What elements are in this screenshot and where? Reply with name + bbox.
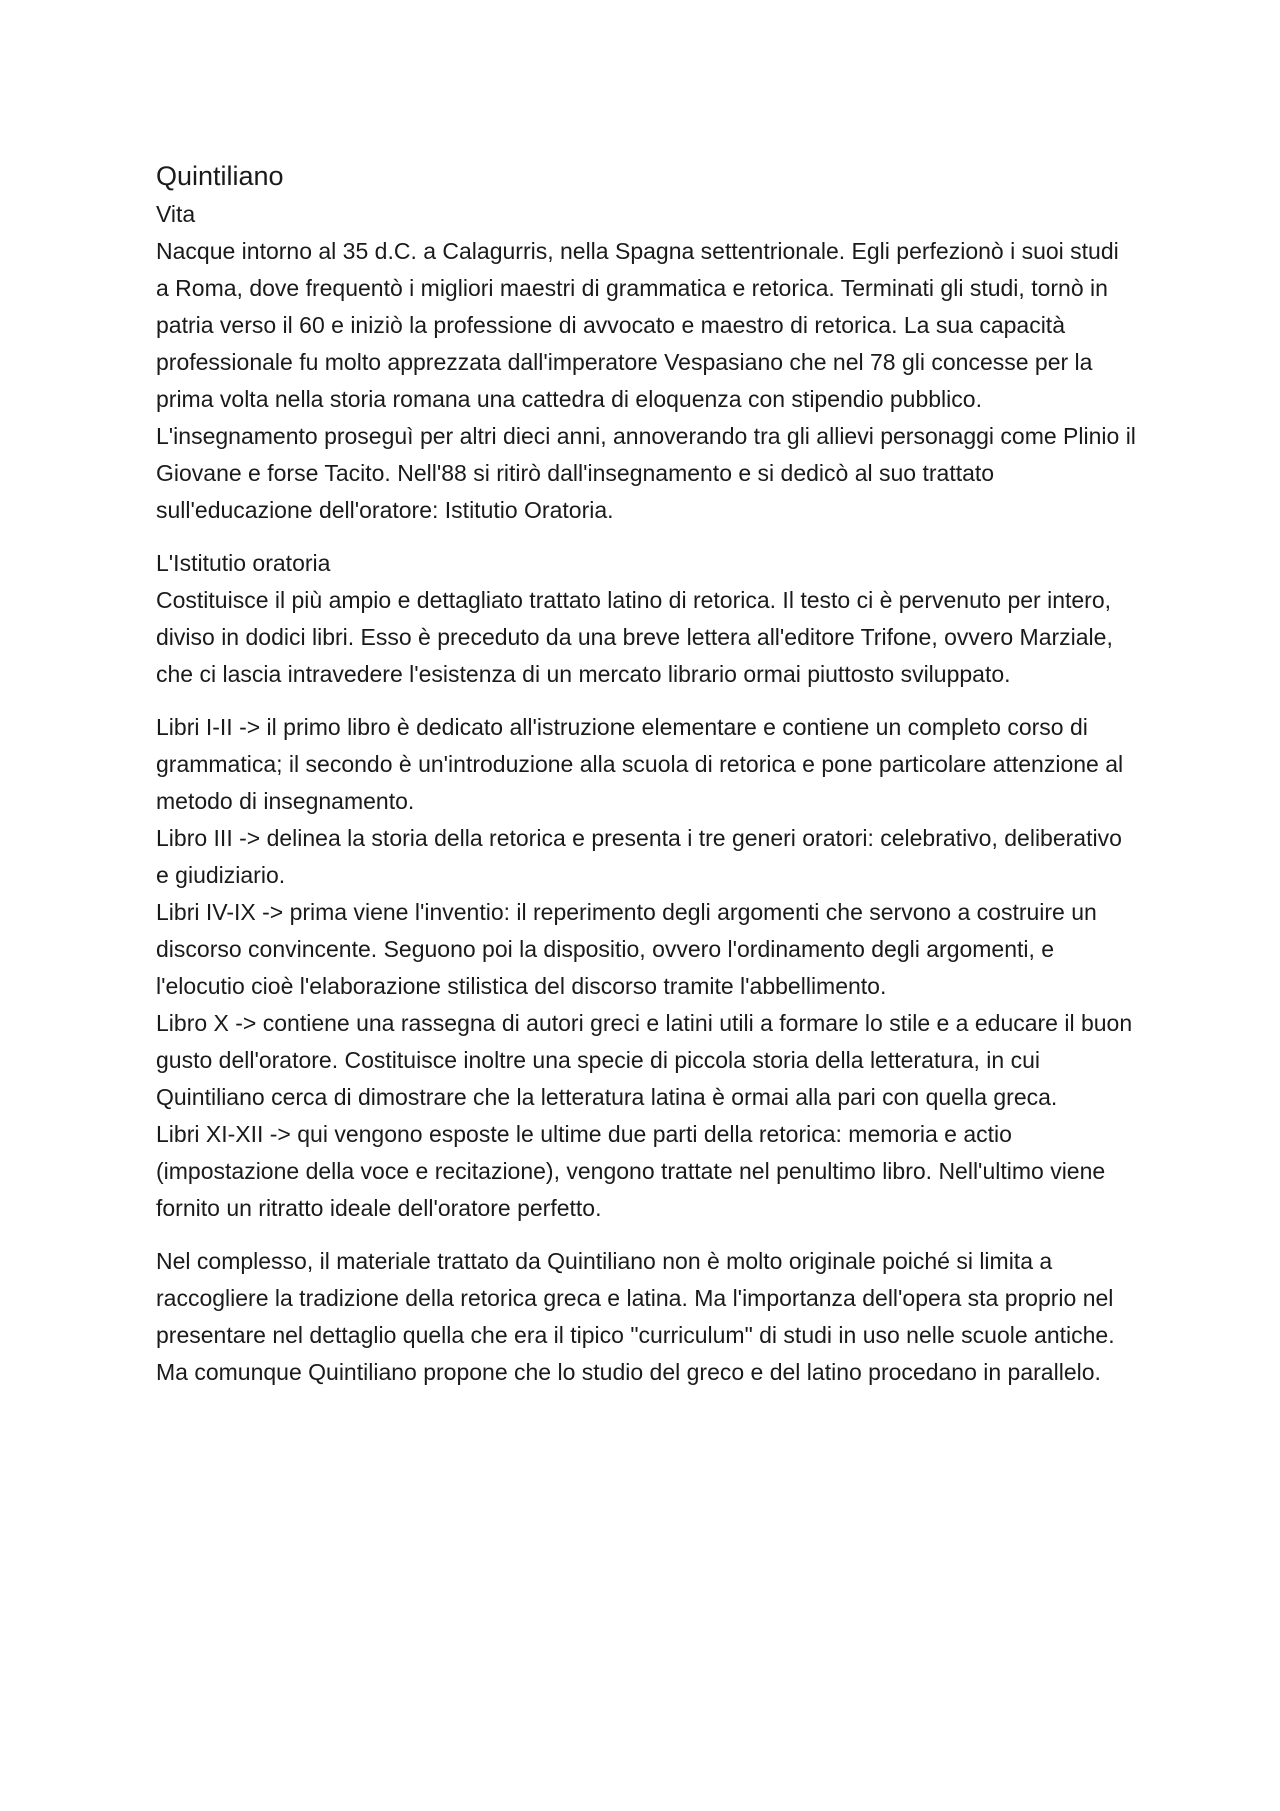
paragraph-conclusione: Nel complesso, il materiale trattato da Quintiliano non è molto originale poiché si limita a raccogliere la tradizione della retorica greca e latina. Ma l'importanza dell'opera sta proprio nel presentare nel dettaglio quella che era il tipico "curriculum" di studi in uso nelle scuole antiche. Ma comunque Quintiliano propone che lo studio del greco e del latino procedano in parallelo. [156,1248,1115,1385]
section-heading-istitutio: L'Istitutio oratoria [156,550,331,576]
libri-item: Libri XI-XII -> qui vengono esposte le ultime due parti della retorica: memoria e actio (impostazione della voce e recitazione), vengono trattate nel penultimo libro. Nell'ultimo viene fornito un ritratto ideale dell'oratore perfetto. [156,1121,1106,1221]
libri-item: Libro III -> delinea la storia della retorica e presenta i tre generi oratori: celebrativo, deliberativo e giudiziario. [156,825,1122,888]
section-libri [156,709,1136,1227]
section-heading-vita: Vita [156,201,196,227]
libri-item: Libri IV-IX -> prima viene l'inventio: il reperimento degli argomenti che servono a costruire un discorso convincente. Seguono poi la dispositio, ovvero l'ordinamento degli argomenti, e l'elocutio cioè l'elaborazione stilistica del discorso tramite l'abbellimento. [156,899,1097,999]
section-istitutio [156,545,1136,693]
libri-item: Libro X -> contiene una rassegna di autori greci e latini utili a formare lo stile e a educare il buon gusto dell'oratore. Costituisce inoltre una specie di piccola storia della letteratura, in cui Quintiliano cerca di dimostrare che la letteratura latina è ormai alla pari con quella greca. [156,1010,1133,1110]
document-title: Quintiliano [156,161,284,191]
libri-item: Libri I-II -> il primo libro è dedicato all'istruzione elementare e contiene un completo corso di grammatica; il secondo è un'introduzione alla scuola di retorica e pone particolare attenzione al metodo di insegnamento. [156,714,1124,814]
document-body [156,156,1136,1407]
paragraph-vita: Nacque intorno al 35 d.C. a Calagurris, nella Spagna settentrionale. Egli perfezionò i suoi studi a Roma, dove frequentò i migliori maestri di grammatica e retorica. Terminati gli studi, tornò in patria verso il 60 e iniziò la professione di avvocato e maestro di retorica. La sua capacità professionale fu molto apprezzata dall'imperatore Vespasiano che nel 78 gli concesse per la prima volta nella storia romana una cattedra di eloquenza con stipendio pubblico. L'insegnamento proseguì per altri dieci anni, annoverando tra gli allievi personaggi come Plinio il Giovane e forse Tacito. Nell'88 si ritirò dall'insegnamento e si dedicò al suo trattato sull'educazione dell'oratore: Istitutio Oratoria. [156,238,1136,523]
paragraph-istitutio: Costituisce il più ampio e dettagliato trattato latino di retorica. Il testo ci è pervenuto per intero, diviso in dodici libri. Esso è preceduto da una breve lettera all'editore Trifone, ovvero Marziale, che ci lascia intravedere l'esistenza di un mercato librario ormai piuttosto sviluppato. [156,587,1113,687]
section-vita [156,196,1136,529]
section-conclusione [156,1243,1136,1391]
